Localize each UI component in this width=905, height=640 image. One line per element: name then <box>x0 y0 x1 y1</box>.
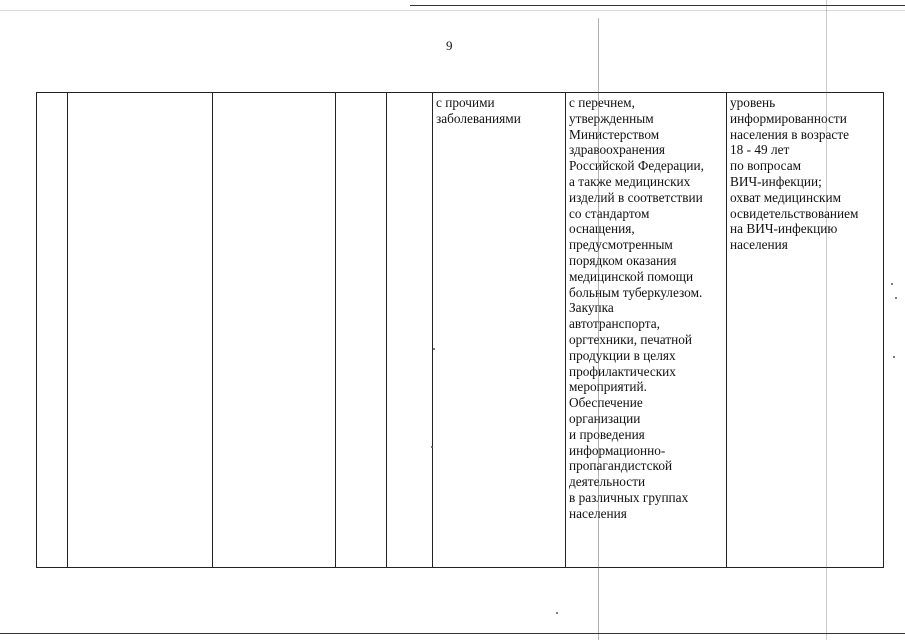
page-top-edge-shadow <box>0 10 905 11</box>
col8-text-line: 18 - 49 лет <box>730 142 790 158</box>
table-cell-col2 <box>68 93 213 568</box>
scan-speck <box>431 446 433 448</box>
col7-text-line: продукции в целях <box>569 347 676 363</box>
col7-text-line: автотранспорта, <box>569 316 660 332</box>
col7-text-line: деятельности <box>569 474 646 490</box>
col8-text-line: охват медицинским <box>730 189 842 205</box>
col8-text-line: информированности <box>730 110 847 126</box>
col7-text-line: Обеспечение <box>569 395 643 411</box>
page-top-edge <box>410 5 905 6</box>
col7-text-line: изделий в соответствии <box>569 189 703 205</box>
col7-text-line: Министерством <box>569 126 660 142</box>
scan-speck <box>891 283 893 285</box>
col8-text-line: на ВИЧ-инфекцию <box>730 221 838 237</box>
col7-text-line: и проведения <box>569 426 645 442</box>
table-cell-col4 <box>336 93 387 568</box>
col7-text-line: мероприятий. <box>569 379 647 395</box>
col8-text-line: по вопросам <box>730 158 802 174</box>
table-cell-col5 <box>387 93 433 568</box>
col7-text-line: утвержденным <box>569 110 654 126</box>
col7-text-line: здравоохранения <box>569 142 666 158</box>
col7-text-line: в различных группах <box>569 489 689 505</box>
col8-text-line: населения <box>730 237 788 253</box>
col8-text-line: ВИЧ-инфекции; <box>730 173 822 189</box>
fold-line-2 <box>826 0 827 640</box>
col7-text-line: организации <box>569 410 641 426</box>
col8-text-line: уровень <box>730 95 776 110</box>
table-cell-col6 <box>433 93 566 568</box>
col7-text-line: информационно- <box>569 442 666 458</box>
col7-text-line: пропагандистской <box>569 458 673 474</box>
page-number: 9 <box>446 38 453 53</box>
col7-text-line: со стандартом <box>569 205 650 221</box>
col7-text-line: медицинской помощи <box>569 268 694 284</box>
scan-speck <box>893 356 895 358</box>
col7-text-line: а также медицинских <box>569 173 691 189</box>
col7-text-line: порядком оказания <box>569 252 677 268</box>
col7-text-line: профилактических <box>569 363 676 379</box>
col7-text-line: с перечнем, <box>569 95 635 110</box>
col7-text-line: Закупка <box>569 300 614 316</box>
col7-text-line: оснащения, <box>569 221 635 237</box>
page-bottom-edge <box>0 633 905 634</box>
scan-speck <box>556 612 558 614</box>
scan-speck <box>433 348 435 350</box>
col7-text-line: предусмотренным <box>569 237 673 253</box>
table-cell-col8 <box>727 93 884 568</box>
col7-text-line: больным туберкулезом. <box>569 284 703 300</box>
col7-text-line: оргтехники, печатной <box>569 331 693 347</box>
col6-text: с прочими заболеваниями <box>436 95 521 126</box>
col7-text-line: населения <box>569 505 627 521</box>
table-cell-col1 <box>37 93 68 568</box>
table-cell-col7 <box>566 93 727 568</box>
table-row <box>37 93 884 568</box>
col8-text-line: населения в возрасте <box>730 126 850 142</box>
col8-text-line: освидетельствованием <box>730 205 859 221</box>
col7-text-line: Российской Федерации, <box>569 158 704 174</box>
fold-line-1 <box>598 18 599 640</box>
scan-speck <box>895 297 897 299</box>
document-table <box>36 92 884 568</box>
table-cell-col3 <box>213 93 336 568</box>
